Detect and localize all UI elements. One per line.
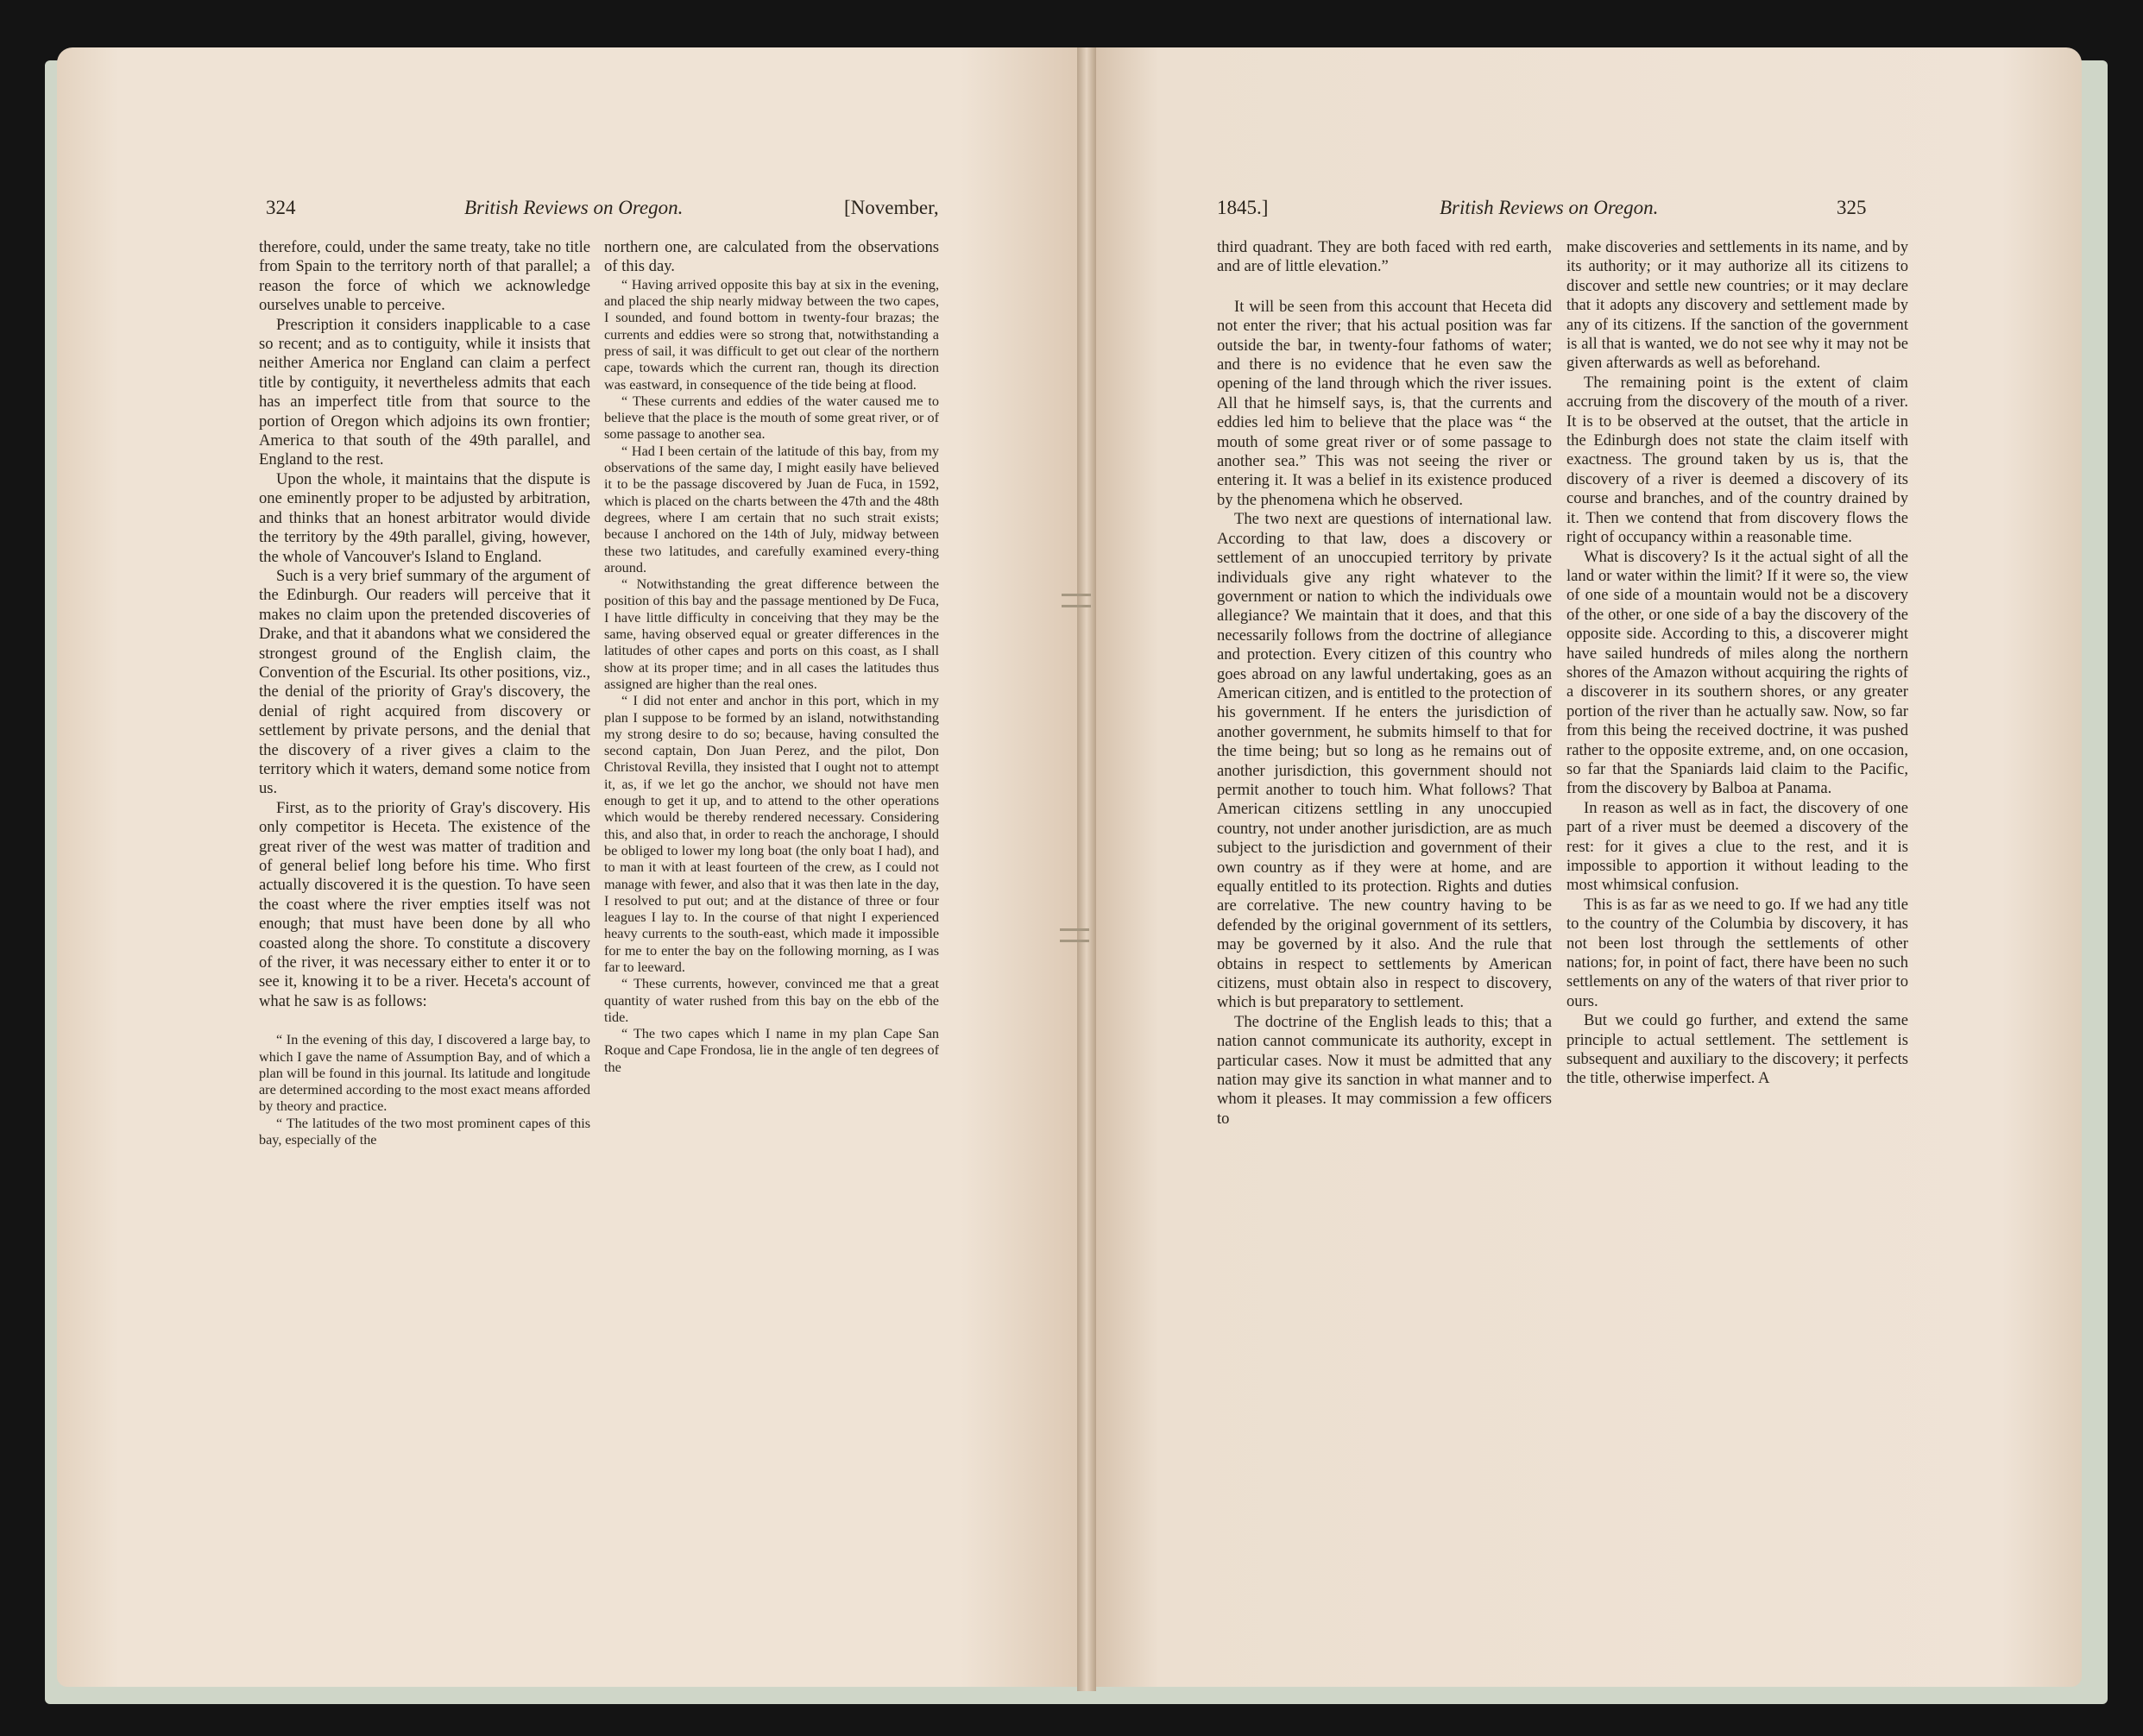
- paragraph: third quadrant. They are both faced with red earth, and are of little elevation.”: [1217, 238, 1552, 276]
- paragraph: therefore, could, under the same treaty, take no title from Spain to the territory north of that parallel; a reason the force of which we acknowledge ourselves unable to perceive.: [259, 238, 590, 315]
- paragraph: “ These currents, however, convinced me that a great quantity of water rushed from this bay on the ebb of the tide.: [604, 976, 939, 1025]
- paragraph: This is as far as we need to go. If we had any title to the country of the Columbia by discovery, it has not been lost through the settlements of other nations; for, in point of fact, there have been no such settlements on any of the waters of that river prior to ours.: [1566, 895, 1908, 1010]
- left-page-column-2: [604, 238, 939, 1076]
- paragraph: The doctrine of the English leads to this; that a nation cannot communicate its authority, except in particular cases. Now it must be admitted that any nation may give its sanction in what manner and to whom it pleases. It may commission a few officers to: [1217, 1012, 1552, 1128]
- paragraph: What is discovery? Is it the actual sight of all the land or water within the limit? If it were so, the view of one side of a mountain would not be a discovery of the other, or one side of a bay the discovery of the opposite side. According to this, a discoverer might have sailed hundreds of miles along the northern shores of the Amazon without acquiring the rights of a discoverer in its southern shores, or any greater portion of the river than he actually saw. Now, so far from this being the received doctrine, it was pushed rather to the opposite extreme, and, on one occasion, so far that the Spaniards laid claim to the Pacific, from the discovery by Balboa at Panama.: [1566, 547, 1908, 798]
- paragraph: “ The latitudes of the two most prominent capes of this bay, especially of the: [259, 1115, 590, 1148]
- right-page-number: 325: [1837, 197, 1867, 218]
- binding-staple-bottom: [1060, 928, 1089, 942]
- paragraph: “ Notwithstanding the great difference between the position of this bay and the passage mentioned by De Fuca, I have little difficulty in conceiving that they may be the same, having observed equal or greater differences in the latitudes of other capes and ports on this coast, as I shall show at its proper time; and in all cases the latitudes thus assigned are higher than the real ones.: [604, 576, 939, 692]
- paragraph: In reason as well as in fact, the discovery of one part of a river must be deemed a discovery of the rest: for it gives a clue to the rest, and it is impossible to apportion it without leading to the most whimsical confusion.: [1566, 798, 1908, 895]
- paragraph: Such is a very brief summary of the argument of the Edinburgh. Our readers will perceive that it makes no claim upon the pretended discoveries of Drake, and that it abandons what we considered the strongest ground of the English claim, the Convention of the Escurial. Its other positions, viz., the denial of the priority of Gray's discovery, the denial of right acquired from discovery or settlement by private persons, and the denial that the discovery of a river gives a claim to the territory which it waters, demand some notice from us.: [259, 566, 590, 798]
- right-page-column-1: [1217, 238, 1552, 1129]
- paragraph: First, as to the priority of Gray's discovery. His only competitor is Heceta. The existence of the great river of the west was matter of tradition and of general belief long before his time. Who first actually discovered it is the question. To have seen the coast where the river empties itself was not enough; that must have been done by all who coasted along the shore. To constitute a discovery of the river, it was necessary either to enter it or to see it, knowing it to be a river. Heceta's account of what he saw is as follows:: [259, 798, 590, 1010]
- binding-staple-top: [1062, 594, 1091, 607]
- right-running-title: British Reviews on Oregon.: [1440, 197, 1659, 218]
- paragraph: The remaining point is the extent of claim accruing from the discovery of the mouth of a river. It is to be observed at the outset, that the article in the Edinburgh does not state the claim itself with exactness. The ground taken by us is, that the discovery of a river is deemed a discovery of its course and branches, and of the country drained by it. Then we contend that from discovery flows the right of occupancy within a reasonable time.: [1566, 373, 1908, 547]
- paragraph: Upon the whole, it maintains that the dispute is one eminently proper to be adjusted by arbitration, and thinks that an honest arbitrator would divide the territory by the 49th parallel, giving, however, the whole of Vancouver's Island to England.: [259, 469, 590, 566]
- paragraph: “ I did not enter and anchor in this port, which in my plan I suppose to be formed by an island, notwithstanding my strong desire to do so; because, having consulted the second captain, Don Juan Perez, and the pilot, Don Christoval Revilla, they insisted that I ought not to attempt it, as, if we let go the anchor, we should not have men enough to get it up, and to attend to the other operations which would be thereby rendered necessary. Considering this, and also that, in order to reach the anchorage, I should be obliged to lower my long boat (the only boat I had), and to man it with at least fourteen of the crew, as I could not manage with fewer, and also that it was then late in the day, I resolved to put out; and at the distance of three or four leagues I lay to. In the course of that night I experienced heavy currents to the south-east, which made it impossible for me to enter the bay on the following morning, as I was far to leeward.: [604, 693, 939, 975]
- left-running-title: British Reviews on Oregon.: [464, 197, 684, 218]
- paragraph: But we could go further, and extend the same principle to actual settlement. The settlement is subsequent and auxiliary to the discovery; it perfects the title, otherwise imperfect. A: [1566, 1011, 1908, 1088]
- left-page-number: 324: [266, 197, 296, 218]
- left-page-column-1: [259, 238, 590, 1148]
- right-page-year: 1845.]: [1217, 197, 1269, 218]
- left-page-month: [November,: [844, 197, 939, 218]
- paragraph: northern one, are calculated from the observations of this day.: [604, 238, 939, 276]
- paragraph: It will be seen from this account that Heceta did not enter the river; that his actual position was far outside the bar, in twenty-four fathoms of water; and there is no evidence that he even saw the opening of the land through which the river issues. All that he himself says, is, that the currents and eddies led him to believe that the place was “ the mouth of some great river or of some passage to another sea.” This was not seeing the river or entering it. It was a belief in its existence produced by the phenomena which he observed.: [1217, 297, 1552, 509]
- paragraph: “ Having arrived opposite this bay at six in the evening, and placed the ship nearly midway between the two capes, I sounded, and found bottom in twenty-four brazas; the currents and eddies were so strong that, notwithstanding a press of sail, it was difficult to get out clear of the northern cape, towards which the current ran, though its direction was eastward, in consequence of the tide being at flood.: [604, 276, 939, 393]
- paragraph: Prescription it considers inapplicable to a case so recent; and as to contiguity, while it insists that neither America nor England can claim a perfect title by contiguity, it nevertheless admits that each has an imperfect title from that source to the portion of Oregon which adjoins its own frontier; America to that south of the 49th parallel, and England to the rest.: [259, 315, 590, 469]
- book-gutter: [1077, 47, 1096, 1691]
- right-page-header: [1087, 197, 2123, 231]
- left-page-header: [0, 197, 1079, 231]
- paragraph: The two next are questions of international law. According to that law, does a discovery or settlement of an unoccupied territory by private individuals give any right whatever to the government or nation to which the individuals owe allegiance? We maintain that it does, and that this necessarily follows from the doctrine of allegiance and protection. Every citizen of this country who goes abroad on any lawful undertaking, goes as an American citizen, and is entitled to the protection of his government. If he enters the jurisdiction of another government, he submits himself to that for the time being; but so long as he remains out of another jurisdiction, this government should not permit another to touch him. What follows? That American citizens settling in any unoccupied country, not under another jurisdiction, are as much subject to the jurisdiction and government of their own country as if they were at home, and are equally entitled to its protection. Rights and duties are correlative. The new country having to be defended by the original government of its settlers, may be governed by it also. And the rule that obtains in respect to settlements by American citizens, must obtain also in respect to discovery, which is but preparatory to settlement.: [1217, 510, 1552, 1012]
- paragraph: “ Had I been certain of the latitude of this bay, from my observations of the same day, I might easily have believed it to be the passage discovered by Juan de Fuca, in 1592, which is placed on the charts between the 47th and the 48th degrees, where I am certain that no such strait exists; because I anchored on the 14th of July, midway between these two latitudes, and carefully examined every-thing around.: [604, 443, 939, 576]
- paragraph: “ The two capes which I name in my plan Cape San Roque and Cape Frondosa, lie in the angle of ten degrees of the: [604, 1026, 939, 1075]
- right-page-column-2: [1566, 238, 1908, 1089]
- paragraph: “ In the evening of this day, I discovered a large bay, to which I gave the name of Assumption Bay, and of which a plan will be found in this journal. Its latitude and longitude are determined according to the most exact means afforded by theory and practice.: [259, 1032, 590, 1115]
- paragraph: “ These currents and eddies of the water caused me to believe that the place is the mouth of some great river, or of some passage to another sea.: [604, 393, 939, 443]
- paragraph: make discoveries and settlements in its name, and by its authority; or it may authorize all its citizens to discover and settle new countries; or it may declare that it adopts any discovery and settlement made by any of its citizens. If the sanction of the government is all that is wanted, we do not see why it may not be given afterwards as well as beforehand.: [1566, 238, 1908, 373]
